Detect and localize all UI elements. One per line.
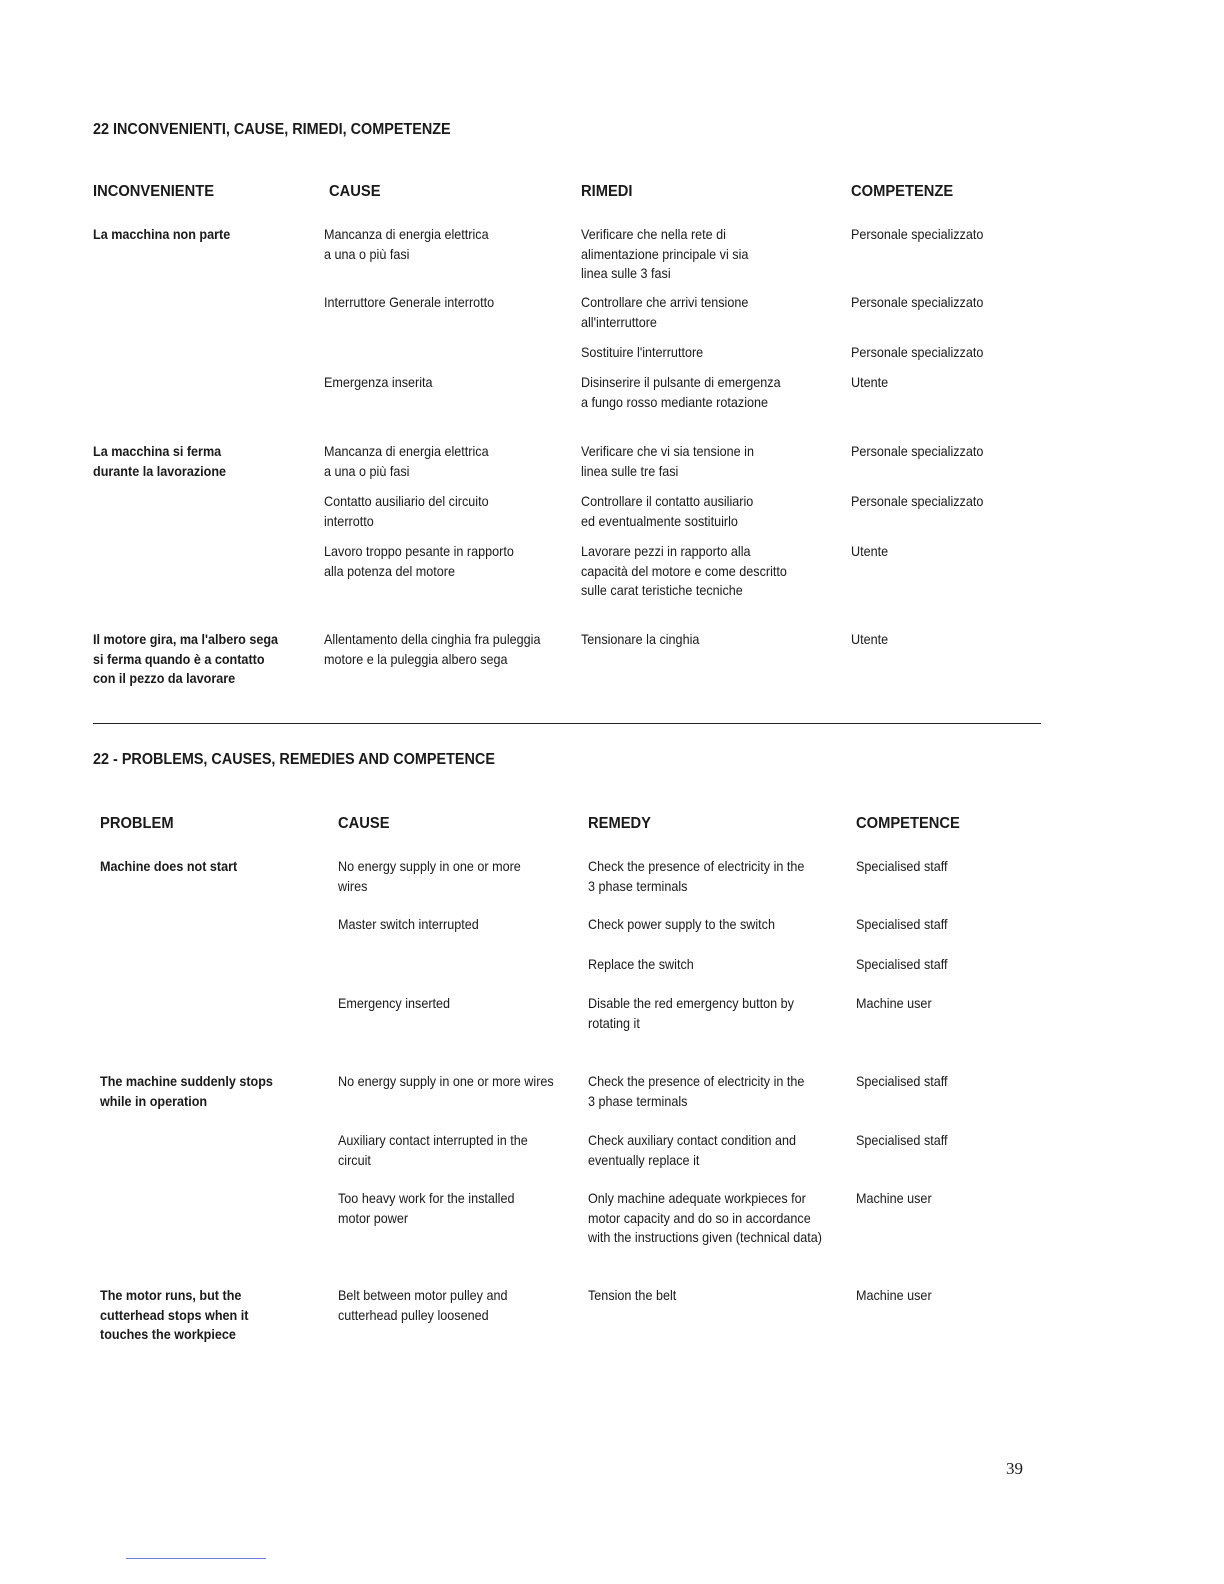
cause-cell: Lavoro troppo pesante in rapporto alla potenza del motore (324, 543, 514, 579)
remedy-cell: Controllare che arrivi tensione all'interruttore (581, 294, 749, 330)
competence-cell: Machine user (856, 995, 932, 1011)
cause-cell: Belt between motor pulley and cutterhead pulley loosened (338, 1287, 508, 1323)
remedy-cell: Tension the belt (588, 1287, 677, 1303)
cause-cell: Emergenza inserita (324, 374, 433, 390)
competence-cell: Specialised staff (856, 916, 948, 932)
remedy-cell: Check the presence of electricity in the 3 phase terminals (588, 1073, 805, 1109)
remedy-cell: Check the presence of electricity in the 3 phase terminals (588, 858, 805, 894)
competence-cell: Specialised staff (856, 1132, 948, 1148)
cause-cell: No energy supply in one or more wires (338, 858, 521, 894)
competence-cell: Utente (851, 374, 889, 390)
competence-cell: Specialised staff (856, 956, 948, 972)
cause-cell: Contatto ausiliario del circuito interrotto (324, 493, 489, 529)
section-title-en: 22 - PROBLEMS, CAUSES, REMEDIES AND COMPETENCE (93, 751, 495, 768)
remedy-cell: Tensionare la cinghia (581, 631, 700, 647)
competence-cell: Machine user (856, 1287, 932, 1303)
competence-cell: Specialised staff (856, 858, 948, 874)
cause-cell: Mancanza di energia elettrica a una o più fasi (324, 443, 489, 479)
page-number: 39 (1006, 1459, 1023, 1478)
section-title-it: 22 INCONVENIENTI, CAUSE, RIMEDI, COMPETENZE (93, 121, 451, 138)
header-problem-it: INCONVENIENTE (93, 183, 215, 200)
competence-cell: Personale specializzato (851, 294, 984, 310)
problem-cell: The machine suddenly stops while in operation (100, 1073, 273, 1109)
remedy-cell: Lavorare pezzi in rapporto alla capacità del motore e come descritto sulle carat teristiche tecniche (581, 543, 787, 598)
remedy-cell: Replace the switch (588, 956, 694, 972)
competence-cell: Utente (851, 631, 889, 647)
problem-cell: La macchina si ferma durante la lavorazione (93, 443, 227, 479)
header-cause-en: CAUSE (338, 815, 390, 832)
problem-cell: La macchina non parte (93, 226, 231, 242)
problem-cell: Il motore gira, ma l'albero sega si ferma quando è a contatto con il pezzo da lavorare (93, 631, 279, 686)
header-cause-it: CAUSE (329, 183, 381, 200)
cause-cell: Interruttore Generale interrotto (324, 294, 495, 310)
cause-cell: Too heavy work for the installed motor power (338, 1190, 515, 1226)
section-divider (93, 723, 1041, 724)
cause-cell: Master switch interrupted (338, 916, 479, 932)
cause-cell: Mancanza di energia elettrica a una o più fasi (324, 226, 489, 262)
remedy-cell: Check auxiliary contact condition and eventually replace it (588, 1132, 797, 1168)
footer-line (126, 1558, 266, 1559)
header-competence-en: COMPETENCE (856, 815, 960, 832)
cause-cell: Emergency inserted (338, 995, 451, 1011)
competence-cell: Specialised staff (856, 1073, 948, 1089)
competence-cell: Personale specializzato (851, 226, 984, 242)
competence-cell: Personale specializzato (851, 344, 984, 360)
remedy-cell: Controllare il contatto ausiliario ed eventualmente sostituirlo (581, 493, 754, 529)
cause-cell: No energy supply in one or more wires (338, 1073, 554, 1089)
remedy-cell: Disinserire il pulsante di emergenza a fungo rosso mediante rotazione (581, 374, 781, 410)
problem-cell: Machine does not start (100, 858, 238, 874)
competence-cell: Personale specializzato (851, 443, 984, 459)
header-problem-en: PROBLEM (100, 815, 174, 832)
remedy-cell: Only machine adequate workpieces for motor capacity and do so in accordance with the instructions given (technical data) (588, 1190, 822, 1245)
cause-cell: Allentamento della cinghia fra puleggia motore e la puleggia albero sega (324, 631, 541, 667)
remedy-cell: Check power supply to the switch (588, 916, 775, 932)
remedy-cell: Verificare che vi sia tensione in linea sulle tre fasi (581, 443, 754, 479)
competence-cell: Machine user (856, 1190, 932, 1206)
remedy-cell: Disable the red emergency button by rotating it (588, 995, 794, 1031)
header-remedy-it: RIMEDI (581, 183, 633, 200)
header-remedy-en: REMEDY (588, 815, 651, 832)
problem-cell: The motor runs, but the cutterhead stops when it touches the workpiece (100, 1287, 249, 1342)
remedy-cell: Verificare che nella rete di alimentazione principale vi sia linea sulle 3 fasi (581, 226, 749, 281)
competence-cell: Personale specializzato (851, 493, 984, 509)
remedy-cell: Sostituire l'interruttore (581, 344, 704, 360)
cause-cell: Auxiliary contact interrupted in the circuit (338, 1132, 528, 1168)
competence-cell: Utente (851, 543, 889, 559)
header-competence-it: COMPETENZE (851, 183, 954, 200)
